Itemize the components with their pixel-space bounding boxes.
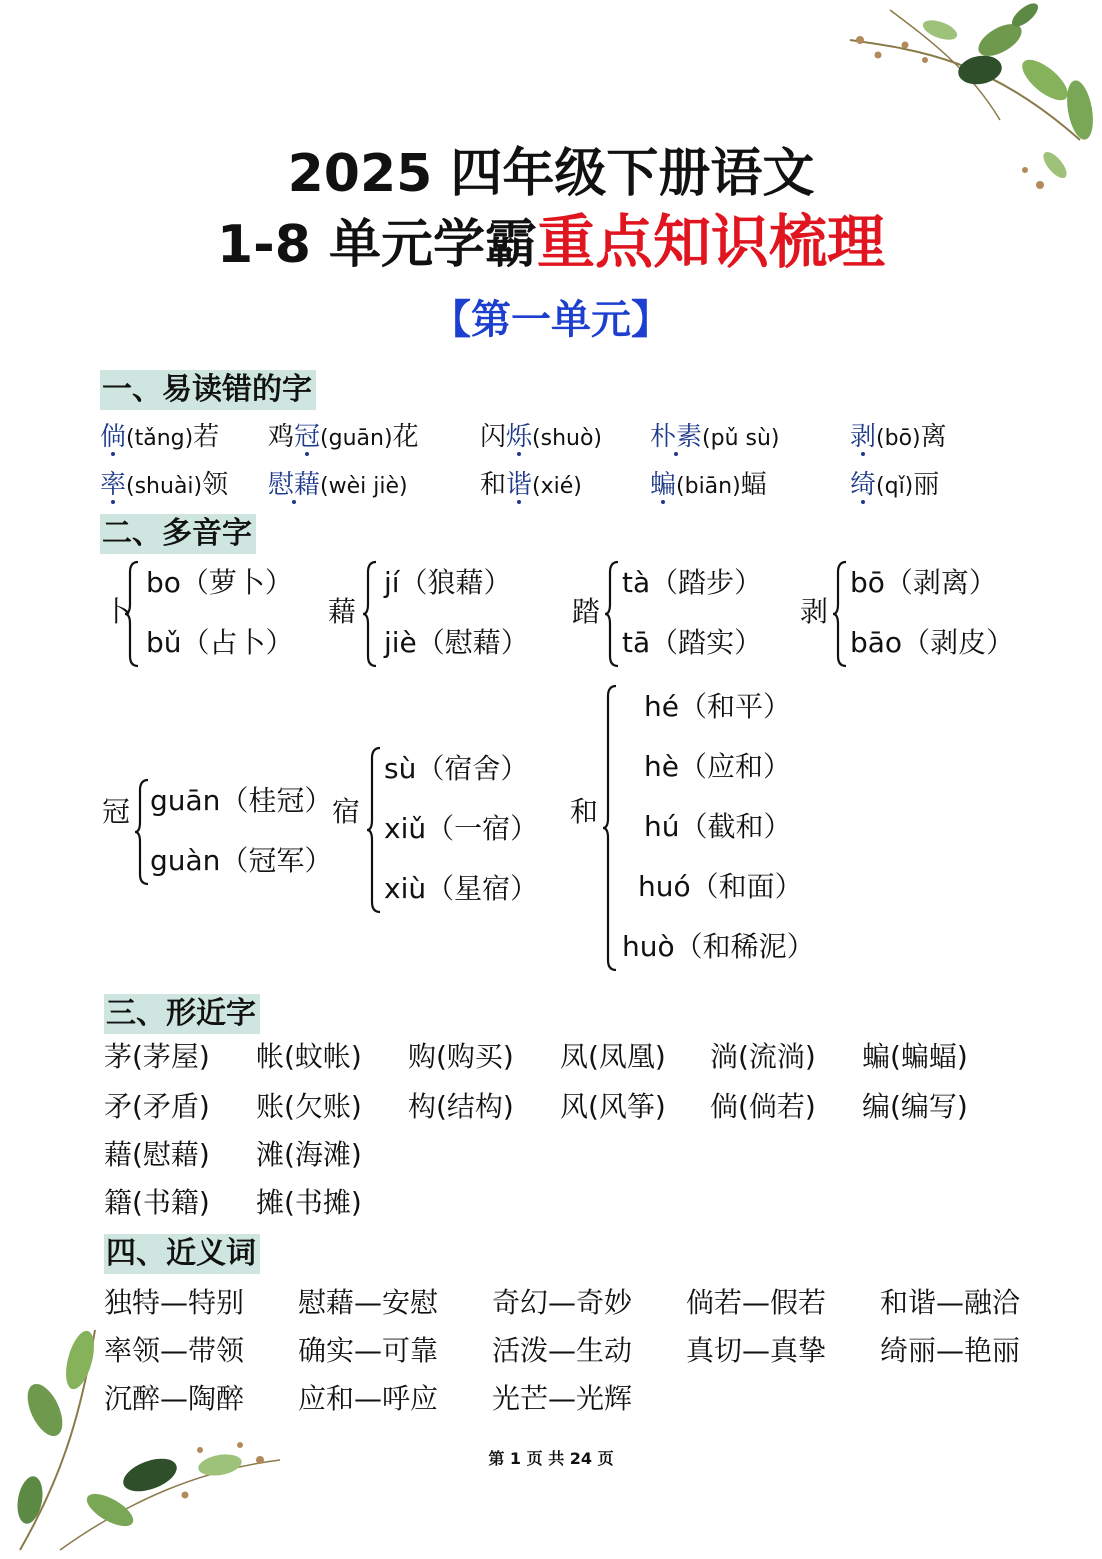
similar-char-item: 倘(倘若) bbox=[710, 1090, 816, 1123]
misread-pinyin: (bō) bbox=[876, 426, 921, 451]
polyphone-char: 踏 bbox=[572, 595, 601, 628]
polyphone-reading: huó（和面） bbox=[638, 870, 803, 903]
misread-pre: 和 bbox=[480, 470, 507, 500]
similar-char-item: 摊(书摊) bbox=[256, 1186, 362, 1219]
misread-item bbox=[850, 420, 947, 456]
similar-char-item: 账(欠账) bbox=[256, 1090, 362, 1123]
polyphone-reading: bo（萝卜） bbox=[146, 566, 293, 599]
polyphone-reading: hè（应和） bbox=[644, 750, 791, 783]
polyphone-reading: xiǔ（一宿） bbox=[384, 812, 539, 845]
section-heading-polyphones: 二、多音字 bbox=[100, 514, 256, 554]
polyphone-reading: guān（桂冠） bbox=[150, 784, 333, 817]
misread-pre: 闪 bbox=[480, 422, 507, 452]
similar-char-item: 籍(书籍) bbox=[104, 1186, 210, 1219]
misread-highlight: 烁 bbox=[506, 422, 533, 452]
misread-highlight: 冠 bbox=[294, 422, 321, 452]
misread-pinyin: (wèi jiè) bbox=[320, 474, 408, 499]
similar-char-item: 淌(流淌) bbox=[710, 1040, 816, 1073]
synonym-item: 倘若—假若 bbox=[686, 1286, 827, 1319]
page-footer: 第 1 页 共 24 页 bbox=[488, 1449, 614, 1468]
misread-item bbox=[650, 468, 767, 504]
title-line-1: 2025 四年级下册语文 bbox=[287, 144, 815, 204]
similar-char-item: 茅(茅屋) bbox=[104, 1040, 210, 1073]
brace-icon bbox=[832, 560, 848, 668]
misread-item bbox=[268, 468, 408, 504]
synonym-item: 应和—呼应 bbox=[298, 1382, 439, 1415]
misread-pinyin: (xié) bbox=[532, 474, 582, 499]
similar-char-item: 矛(矛盾) bbox=[104, 1090, 210, 1123]
polyphone-char: 和 bbox=[570, 795, 599, 828]
synonym-item: 奇幻—奇妙 bbox=[492, 1286, 633, 1319]
brace-icon bbox=[362, 560, 378, 668]
similar-char-item: 藉(慰藉) bbox=[104, 1138, 210, 1171]
brace-icon bbox=[602, 684, 618, 972]
title-line-2-black: 1-8 单元学霸 bbox=[216, 215, 538, 275]
brace-icon bbox=[366, 746, 382, 914]
section-heading-synonyms: 四、近义词 bbox=[104, 1234, 260, 1274]
misread-post: 丽 bbox=[913, 470, 940, 500]
polyphone-reading: sù（宿舍） bbox=[384, 752, 529, 785]
brace-icon bbox=[134, 778, 150, 886]
polyphone-reading: bǔ（占卜） bbox=[146, 626, 294, 659]
misread-highlight: 谐 bbox=[506, 470, 533, 500]
similar-char-item: 编(编写) bbox=[862, 1090, 968, 1123]
misread-post: 若 bbox=[193, 422, 220, 452]
similar-char-item: 构(结构) bbox=[408, 1090, 514, 1123]
polyphone-reading: guàn（冠军） bbox=[150, 844, 333, 877]
polyphone-char: 藉 bbox=[328, 595, 357, 628]
misread-highlight: 率 bbox=[100, 470, 127, 500]
misread-post: 蝠 bbox=[740, 470, 767, 500]
misread-post: 离 bbox=[920, 422, 947, 452]
polyphone-reading: xiù（星宿） bbox=[384, 872, 539, 905]
similar-char-item: 购(购买) bbox=[408, 1040, 514, 1073]
section-heading-similar: 三、形近字 bbox=[104, 994, 260, 1034]
misread-item bbox=[850, 468, 939, 504]
polyphone-reading: tà（踏步） bbox=[622, 566, 763, 599]
polyphone-reading: huò（和稀泥） bbox=[622, 930, 815, 963]
misread-pinyin: (qǐ) bbox=[876, 474, 914, 499]
brace-icon bbox=[604, 560, 620, 668]
polyphone-reading: tā（踏实） bbox=[622, 626, 763, 659]
brace-icon bbox=[124, 560, 140, 668]
misread-highlight: 慰藉 bbox=[268, 470, 321, 500]
misread-highlight: 剥 bbox=[850, 422, 877, 452]
polyphone-reading: hé（和平） bbox=[644, 690, 791, 723]
polyphone-char: 冠 bbox=[102, 795, 131, 828]
misread-highlight: 绮 bbox=[850, 470, 877, 500]
similar-char-item: 滩(海滩) bbox=[256, 1138, 362, 1171]
polyphone-reading: jí（狼藉） bbox=[384, 566, 512, 599]
synonym-item: 和谐—融洽 bbox=[880, 1286, 1021, 1319]
polyphone-reading: hú（截和） bbox=[644, 810, 792, 843]
similar-char-item: 帐(蚊帐) bbox=[256, 1040, 362, 1073]
unit-label: 【第一单元】 bbox=[431, 297, 671, 343]
misread-pinyin: (shuò) bbox=[532, 426, 603, 451]
misread-item bbox=[650, 420, 780, 456]
synonym-item: 活泼—生动 bbox=[492, 1334, 633, 1367]
misread-pinyin: (pǔ sù) bbox=[702, 426, 780, 451]
synonym-item: 慰藉—安慰 bbox=[298, 1286, 439, 1319]
title-line-2-red: 重点知识梳理 bbox=[537, 208, 886, 276]
misread-item bbox=[100, 420, 219, 456]
synonym-item: 真切—真挚 bbox=[686, 1334, 827, 1367]
misread-pre: 鸡 bbox=[268, 422, 295, 452]
misread-item bbox=[268, 420, 419, 456]
title-line-2 bbox=[0, 208, 1102, 276]
synonym-item: 率领—带领 bbox=[104, 1334, 245, 1367]
synonym-item: 独特—特别 bbox=[104, 1286, 245, 1319]
synonym-item: 确实—可靠 bbox=[298, 1334, 439, 1367]
synonym-item: 沉醉—陶醉 bbox=[104, 1382, 245, 1415]
misread-item bbox=[480, 420, 602, 456]
misread-highlight: 朴素 bbox=[650, 422, 703, 452]
polyphone-char: 宿 bbox=[332, 795, 361, 828]
misread-pinyin: (shuài) bbox=[126, 474, 203, 499]
polyphone-reading: bō（剥离） bbox=[850, 566, 997, 599]
similar-char-item: 凤(凤凰) bbox=[560, 1040, 666, 1073]
polyphone-reading: jiè（慰藉） bbox=[384, 626, 529, 659]
polyphone-char: 卜 bbox=[104, 595, 133, 628]
section-heading-misread: 一、易读错的字 bbox=[100, 370, 316, 410]
polyphone-char: 剥 bbox=[800, 595, 829, 628]
misread-post: 领 bbox=[202, 470, 229, 500]
misread-highlight: 蝙 bbox=[650, 470, 677, 500]
misread-highlight: 倘 bbox=[100, 422, 127, 452]
misread-pinyin: (biān) bbox=[676, 474, 741, 499]
misread-post: 花 bbox=[392, 422, 419, 452]
similar-char-item: 风(风筝) bbox=[560, 1090, 666, 1123]
misread-pinyin: (tǎng) bbox=[126, 426, 194, 451]
synonym-item: 光芒—光辉 bbox=[492, 1382, 633, 1415]
misread-item bbox=[100, 468, 228, 504]
misread-pinyin: (guān) bbox=[320, 426, 393, 451]
misread-item bbox=[480, 468, 582, 504]
synonym-item: 绮丽—艳丽 bbox=[880, 1334, 1021, 1367]
polyphone-reading: bāo（剥皮） bbox=[850, 626, 1015, 659]
similar-char-item: 蝙(蝙蝠) bbox=[862, 1040, 968, 1073]
